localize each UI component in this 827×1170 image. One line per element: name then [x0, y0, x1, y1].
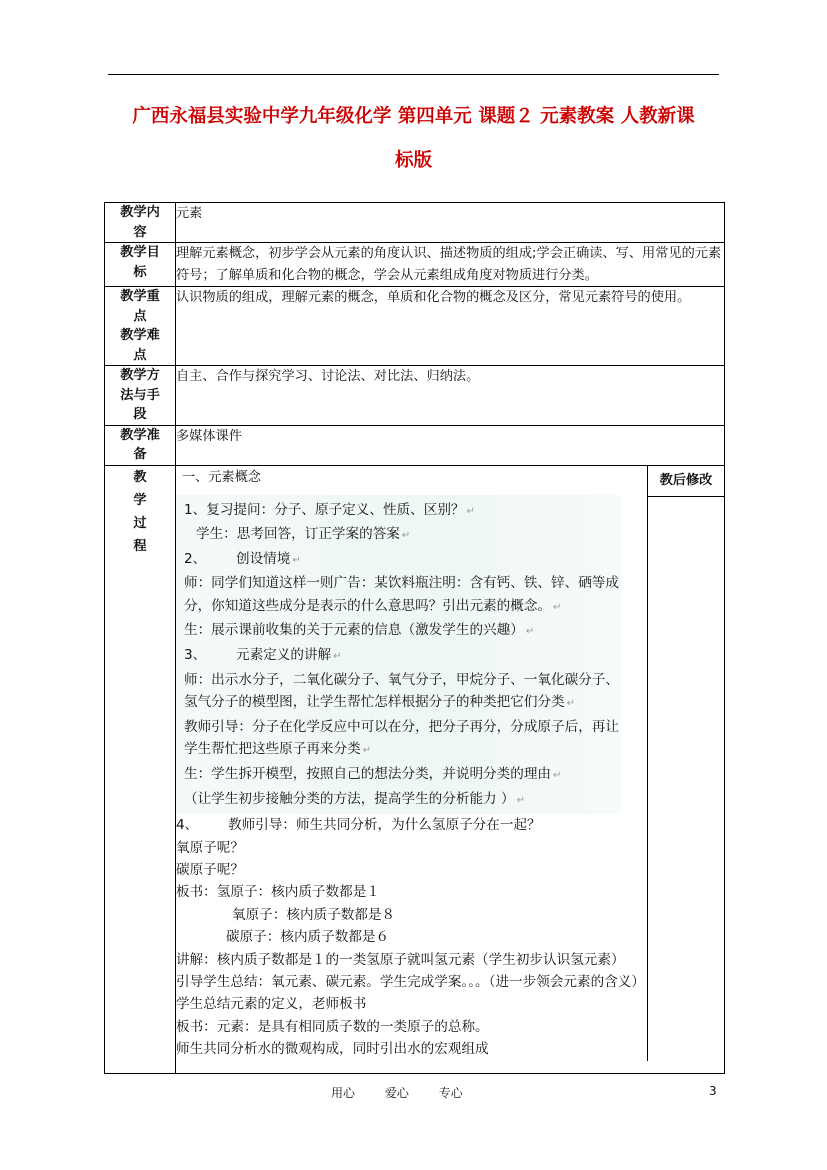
embedded-paragraph: 教师引导：分子在化学反应中可以在分，把分子再分，分成原子后，再让学生帮忙把这些原子再来分类 ↵ — [184, 718, 619, 758]
blackboard-oxygen: 氧原子：核内质子数都是８ — [232, 906, 396, 923]
row-teaching-methods — [105, 366, 725, 426]
label-teaching-content: 教学内 容 — [105, 203, 176, 243]
body-paragraph: 氧原子呢？ — [176, 839, 244, 856]
embedded-paragraph: 学生：思考回答，订正学案的答案 ↵ — [196, 526, 411, 543]
embedded-paragraph: 1、复习提问：分子、原子定义、性质、区别？ ↵ — [184, 501, 475, 518]
body-paragraph: 4、 教师引导：师生共同分析，为什么氢原子分在一起？ — [176, 817, 541, 834]
section-heading: 一、元素概念 — [182, 469, 262, 485]
body-paragraph: 引导学生总结：氧元素、碳元素。学生完成学案。。。（进一步领会元素的含义） — [176, 974, 645, 991]
body-paragraph: 师生共同分析水的微观构成，同时引出水的宏观组成 — [176, 1041, 489, 1058]
revision-notes-column — [647, 466, 724, 1061]
embedded-paragraph: 生：学生拆开模型，按照自己的想法分类，并说明分类的理由 ↵ — [184, 766, 562, 783]
document-title-line-1: 广西永福县实验中学九年级化学 第四单元 课题２ 元素教案 人教新课 — [132, 106, 695, 127]
page-number: 3 — [709, 1084, 717, 1098]
teaching-goals-text: 理解元素概念，初步学会从元素的角度认识、描述物质的组成;学会正确读、写、用常见的元素符号；了解单质和化合物的概念，学会从元素组成角度对物质进行分类。 — [176, 243, 725, 287]
embedded-paragraph: 生：展示课前收集的关于元素的信息（激发学生的兴趣） ↵ — [184, 622, 535, 639]
embedded-paragraph: 2、 创设情境 ↵ — [184, 550, 301, 567]
embedded-paragraph: （让学生初步接触分类的方法，提高学生的分析能力 ） ↵ — [184, 790, 525, 807]
blackboard-hydrogen: 板书：氢原子：核内质子数都是１ — [176, 884, 380, 901]
body-paragraph: 讲解：核内质子数都是１的一类氢原子就叫氢元素（学生初步认识氢元素） — [176, 951, 625, 968]
blackboard-carbon: 碳原子：核内质子数都是６ — [226, 929, 390, 946]
teaching-content-text: 元素 — [176, 203, 725, 243]
process-body-text — [176, 814, 647, 1060]
label-teaching-goals: 教学目 标 — [105, 243, 176, 287]
process-main-column — [176, 466, 647, 1061]
header-rule — [108, 74, 719, 75]
row-preparation — [105, 425, 725, 465]
embedded-paragraph: 师：出示水分子，二氧化碳分子、氧气分子，甲烷分子、一氧化碳分子、氢气分子的模型图，让学生帮忙怎样根据分子的种类把它们分类 ↵ — [184, 671, 619, 711]
body-paragraph: 板书：元素：是具有相同质子数的一类原子的总称。 — [176, 1018, 489, 1035]
row-key-points — [105, 287, 725, 366]
label-key-and-difficult-points: 教学重 点 教学难 点 — [105, 287, 176, 366]
key-points-text: 认识物质的组成，理解元素的概念，单质和化合物的概念及区分，常见元素符号的使用。 — [176, 287, 725, 366]
label-teaching-methods: 教学方 法与手 段 — [105, 366, 176, 426]
footer-motto: 用心 爱心 专心 — [331, 1086, 463, 1100]
teaching-methods-text: 自主、合作与探究学习、讨论法、对比法、归纳法。 — [176, 366, 725, 426]
revision-notes-header: 教后修改 — [648, 466, 724, 497]
row-teaching-content — [105, 203, 725, 243]
embedded-paragraph: 师：同学们知道这样一则广告：某饮料瓶注明：含有钙、铁、锌、硒等成分，你知道这些成分是表示的什么意思吗？引出元素的概念。 ↵ — [184, 575, 619, 614]
row-teaching-process — [105, 465, 725, 1073]
label-teaching-process: 教 学 过 程 — [105, 465, 176, 1073]
row-teaching-goals — [105, 243, 725, 287]
embedded-screenshot-block — [176, 495, 621, 815]
body-paragraph: 碳原子呢？ — [176, 862, 244, 879]
label-teaching-preparation: 教学准 备 — [105, 425, 176, 465]
teaching-process-cell — [176, 465, 725, 1073]
embedded-paragraph: 3、 元素定义的讲解 ↵ — [184, 647, 342, 664]
lesson-plan-table — [104, 202, 725, 1074]
body-paragraph: 学生总结元素的定义，老师板书 — [176, 996, 367, 1013]
document-title-line-2: 标版 — [394, 150, 432, 171]
teaching-preparation-text: 多媒体课件 — [176, 425, 725, 465]
